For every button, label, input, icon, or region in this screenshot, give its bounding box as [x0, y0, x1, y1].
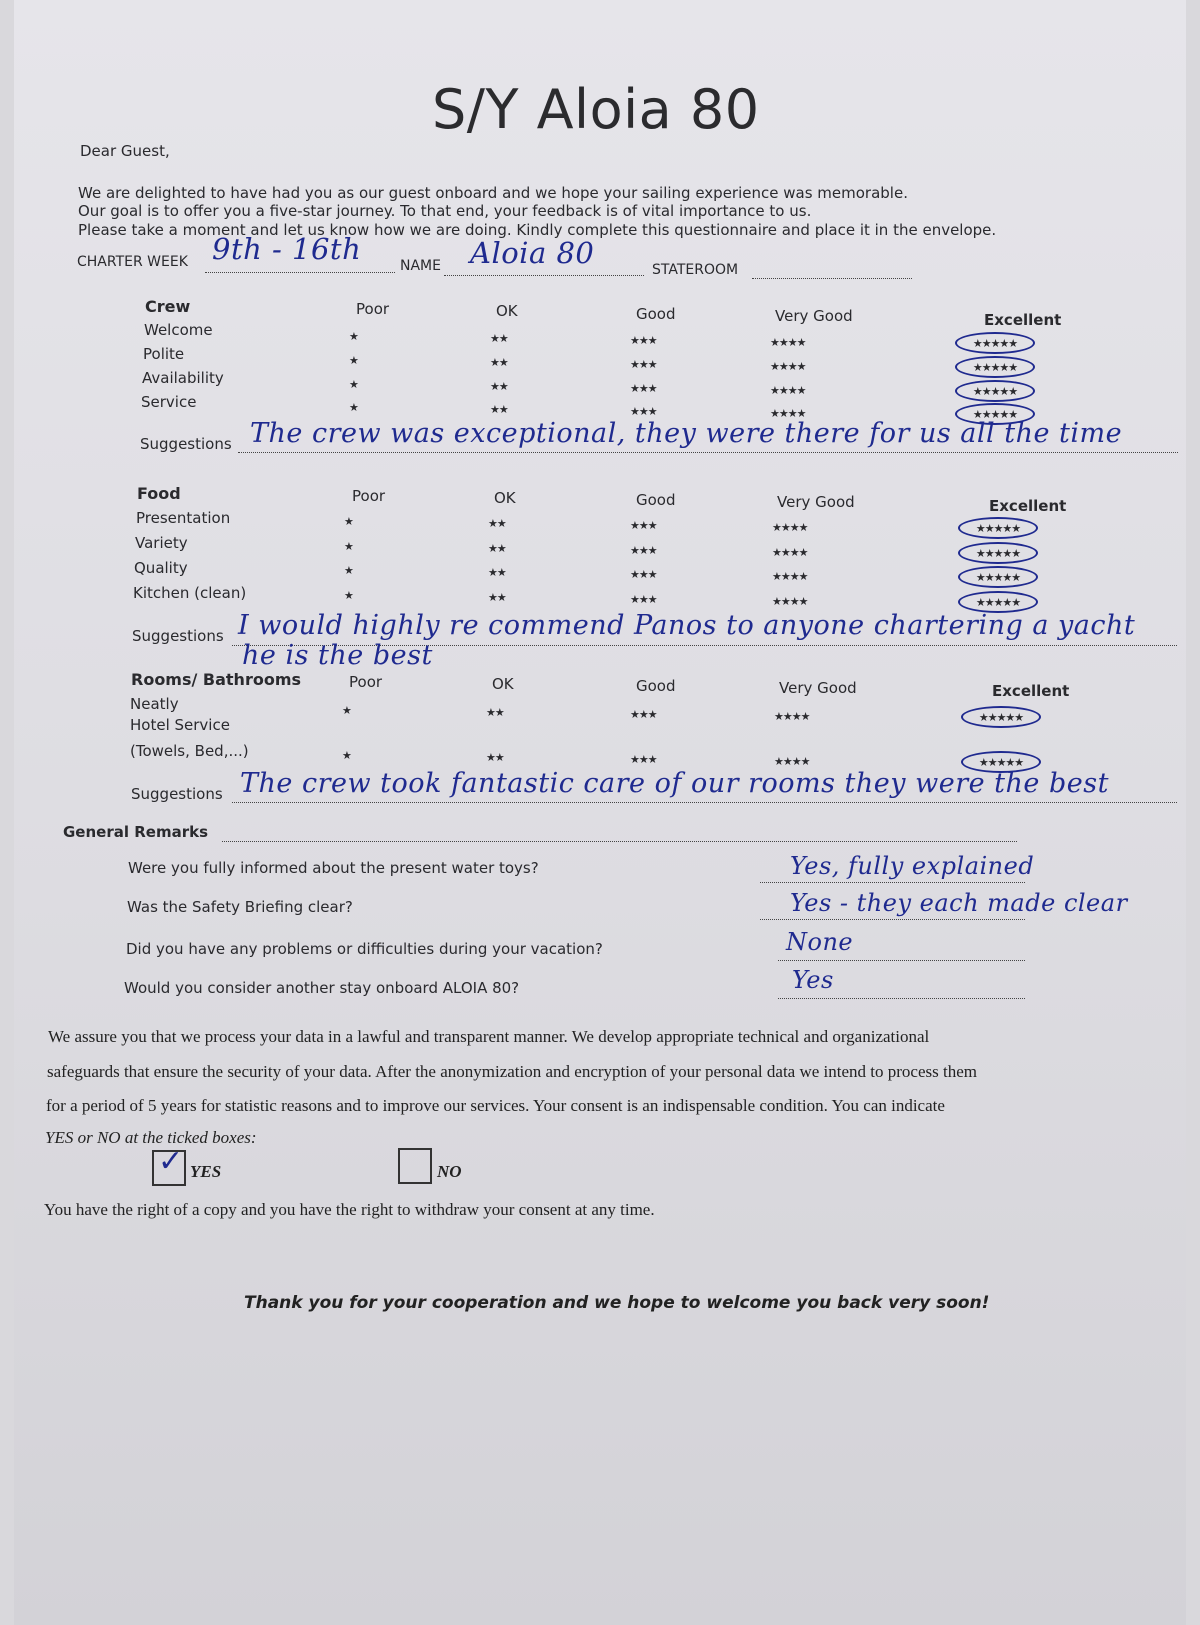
service-rating-option[interactable]: ★	[349, 401, 358, 414]
food-header-very-good: Very Good	[777, 493, 855, 511]
crew-item-availability: Availability	[142, 369, 224, 387]
answer-line-water-toys	[760, 882, 1025, 883]
quality-rating-option[interactable]: ★★★	[630, 568, 657, 581]
greeting: Dear Guest,	[80, 142, 170, 160]
neatly-rating-selected[interactable]: ★★★★★	[961, 706, 1041, 728]
general-remarks-line	[222, 841, 1017, 842]
crew-header-excellent: Excellent	[984, 311, 1062, 329]
polite-rating-option[interactable]: ★	[349, 354, 358, 367]
question-another-stay: Would you consider another stay onboard ALOIA 80?	[124, 979, 520, 997]
food-header-poor: Poor	[352, 487, 386, 505]
neatly-rating-option[interactable]: ★★	[486, 706, 504, 719]
charter-week-line	[205, 272, 395, 273]
welcome-rating-option[interactable]: ★★★★	[770, 336, 806, 349]
rooms-header-good: Good	[636, 677, 676, 695]
neatly-rating-option[interactable]: ★★★★	[774, 710, 810, 723]
rooms-header-excellent: Excellent	[992, 682, 1070, 700]
consent-rights: You have the right of a copy and you have the right to withdraw your consent at any time.	[44, 1200, 655, 1219]
welcome-rating-selected[interactable]: ★★★★★	[955, 332, 1035, 354]
charter-week-field[interactable]: 9th - 16th	[212, 232, 362, 266]
neatly-rating-option[interactable]: ★★★	[630, 708, 657, 721]
crew-header-ok: OK	[496, 302, 518, 320]
consent-line-2: safeguards that ensure the security of your data. After the anonymization and encryption of your personal data we intend to process them	[47, 1062, 977, 1081]
consent-no-label: NO	[437, 1162, 462, 1181]
section-rooms-title: Rooms/ Bathrooms	[131, 670, 302, 689]
question-water-toys: Were you fully informed about the present water toys?	[128, 859, 539, 877]
form-title: S/Y Aloia 80	[432, 78, 760, 141]
section-food-title: Food	[137, 484, 181, 503]
answer-another-stay[interactable]: Yes	[792, 966, 834, 994]
crew-header-good: Good	[636, 305, 676, 323]
stateroom-field[interactable]	[752, 278, 912, 279]
variety-rating-option[interactable]: ★★★	[630, 544, 657, 557]
polite-rating-option[interactable]: ★★★	[630, 358, 657, 371]
variety-rating-option[interactable]: ★★★★	[772, 546, 808, 559]
polite-rating-option[interactable]: ★★	[490, 356, 508, 369]
service-rating-option[interactable]: ★★★★	[770, 407, 806, 420]
kitchen-rating-selected[interactable]: ★★★★★	[958, 591, 1038, 613]
availability-rating-option[interactable]: ★	[349, 378, 358, 391]
name-line	[444, 275, 644, 276]
general-remarks-title: General Remarks	[63, 823, 208, 841]
crew-item-service: Service	[141, 393, 197, 411]
rooms-suggestions-label: Suggestions	[131, 785, 223, 803]
neatly-rating-option[interactable]: ★	[342, 704, 351, 717]
thank-you-message: Thank you for your cooperation and we hope to welcome you back very soon!	[244, 1293, 990, 1313]
crew-suggestions-label: Suggestions	[140, 435, 232, 453]
polite-rating-option[interactable]: ★★★★	[770, 360, 806, 373]
consent-yes-label: YES	[190, 1162, 222, 1181]
rooms-item-towels-bed: (Towels, Bed,...)	[130, 742, 249, 760]
answer-line-safety-briefing	[760, 919, 1025, 920]
presentation-rating-option[interactable]: ★★★	[630, 519, 657, 532]
consent-line-1: We assure you that we process your data in a lawful and transparent manner. We develop appropriate technical and organizational	[48, 1027, 930, 1046]
crew-item-welcome: Welcome	[144, 321, 213, 339]
answer-safety-briefing[interactable]: Yes - they each made clear	[790, 889, 1128, 917]
quality-rating-option[interactable]: ★★	[488, 566, 506, 579]
availability-rating-option[interactable]: ★★★★	[770, 384, 806, 397]
quality-rating-option[interactable]: ★	[344, 564, 353, 577]
food-item-variety: Variety	[135, 534, 188, 552]
section-crew-title: Crew	[145, 297, 191, 316]
kitchen-rating-option[interactable]: ★	[344, 589, 353, 602]
hotel-service-rating-option[interactable]: ★★★	[630, 753, 657, 766]
rooms-header-poor: Poor	[349, 673, 383, 691]
welcome-rating-option[interactable]: ★★★	[630, 334, 657, 347]
rooms-header-very-good: Very Good	[779, 679, 857, 697]
intro-line-1: We are delighted to have had you as our guest onboard and we hope your sailing experience was memorable.	[78, 184, 908, 202]
availability-rating-option[interactable]: ★★	[490, 380, 508, 393]
service-rating-option[interactable]: ★★	[490, 403, 508, 416]
crew-header-very-good: Very Good	[775, 307, 853, 325]
stateroom-label: STATEROOM	[652, 262, 739, 278]
name-label: NAME	[400, 258, 441, 274]
question-problems: Did you have any problems or difficulties during your vacation?	[126, 940, 603, 958]
intro-line-3: Please take a moment and let us know how we are doing. Kindly complete this questionnaire and place it in the envelope.	[78, 221, 997, 239]
food-suggestions-field[interactable]: I would highly re commend Panos to anyone chartering a yacht	[238, 610, 1136, 641]
consent-no-checkbox[interactable]	[398, 1148, 432, 1184]
rooms-suggestions-field[interactable]: The crew took fantastic care of our rooms they were the best	[240, 768, 1109, 799]
presentation-rating-option[interactable]: ★★	[488, 517, 506, 530]
welcome-rating-option[interactable]: ★★	[490, 332, 508, 345]
kitchen-rating-option[interactable]: ★★	[488, 591, 506, 604]
food-item-quality: Quality	[134, 559, 188, 577]
service-rating-option[interactable]: ★★★	[630, 405, 657, 418]
availability-rating-selected[interactable]: ★★★★★	[955, 380, 1035, 402]
food-suggestions-label: Suggestions	[132, 627, 224, 645]
consent-line-4: YES or NO at the ticked boxes:	[45, 1128, 257, 1147]
kitchen-rating-option[interactable]: ★★★★	[772, 595, 808, 608]
welcome-rating-option[interactable]: ★	[349, 330, 358, 343]
rooms-suggestions-line	[232, 802, 1177, 803]
answer-line-another-stay	[778, 998, 1025, 999]
answer-problems[interactable]: None	[786, 928, 854, 956]
answer-water-toys[interactable]: Yes, fully explained	[790, 852, 1035, 880]
food-header-good: Good	[636, 491, 676, 509]
hotel-service-rating-option[interactable]: ★★★★	[774, 755, 810, 768]
kitchen-rating-option[interactable]: ★★★	[630, 593, 657, 606]
food-header-excellent: Excellent	[989, 497, 1067, 515]
rooms-header-ok: OK	[492, 675, 514, 693]
charter-week-label: CHARTER WEEK	[77, 254, 188, 270]
availability-rating-option[interactable]: ★★★	[630, 382, 657, 395]
check-icon: ✓	[158, 1144, 184, 1179]
polite-rating-selected[interactable]: ★★★★★	[955, 356, 1035, 378]
consent-line-3: for a period of 5 years for statistic reasons and to improve our services. Your consent is an indispensable condition. You can indicate	[46, 1096, 945, 1115]
rooms-item-neatly: Neatly	[130, 695, 179, 713]
variety-rating-option[interactable]: ★★	[488, 542, 506, 555]
quality-rating-option[interactable]: ★★★★	[772, 570, 808, 583]
variety-rating-option[interactable]: ★	[344, 540, 353, 553]
food-suggestions-field-line-2[interactable]: he is the best	[242, 640, 433, 671]
presentation-rating-selected[interactable]: ★★★★★	[958, 517, 1038, 539]
crew-item-polite: Polite	[143, 345, 185, 363]
quality-rating-selected[interactable]: ★★★★★	[958, 566, 1038, 588]
presentation-rating-option[interactable]: ★★★★	[772, 521, 808, 534]
service-rating-selected[interactable]: ★★★★★	[955, 403, 1035, 425]
hotel-service-rating-selected[interactable]: ★★★★★	[961, 751, 1041, 773]
name-field[interactable]: Aloia 80	[470, 236, 595, 270]
hotel-service-rating-option[interactable]: ★	[342, 749, 351, 762]
food-header-ok: OK	[494, 489, 516, 507]
intro-line-2: Our goal is to offer you a five-star journey. To that end, your feedback is of vital importance to us.	[78, 202, 812, 220]
question-safety-briefing: Was the Safety Briefing clear?	[127, 898, 353, 916]
feedback-form	[14, 0, 1186, 1625]
presentation-rating-option[interactable]: ★	[344, 515, 353, 528]
crew-header-poor: Poor	[356, 300, 390, 318]
crew-suggestions-line	[238, 452, 1178, 453]
variety-rating-selected[interactable]: ★★★★★	[958, 542, 1038, 564]
food-item-kitchen: Kitchen (clean)	[133, 584, 247, 602]
rooms-item-hotel-service: Hotel Service	[130, 716, 230, 734]
hotel-service-rating-option[interactable]: ★★	[486, 751, 504, 764]
answer-line-problems	[778, 960, 1025, 961]
food-item-presentation: Presentation	[136, 509, 231, 527]
crew-suggestions-field[interactable]: The crew was exceptional, they were there for us all the time	[250, 418, 1123, 449]
